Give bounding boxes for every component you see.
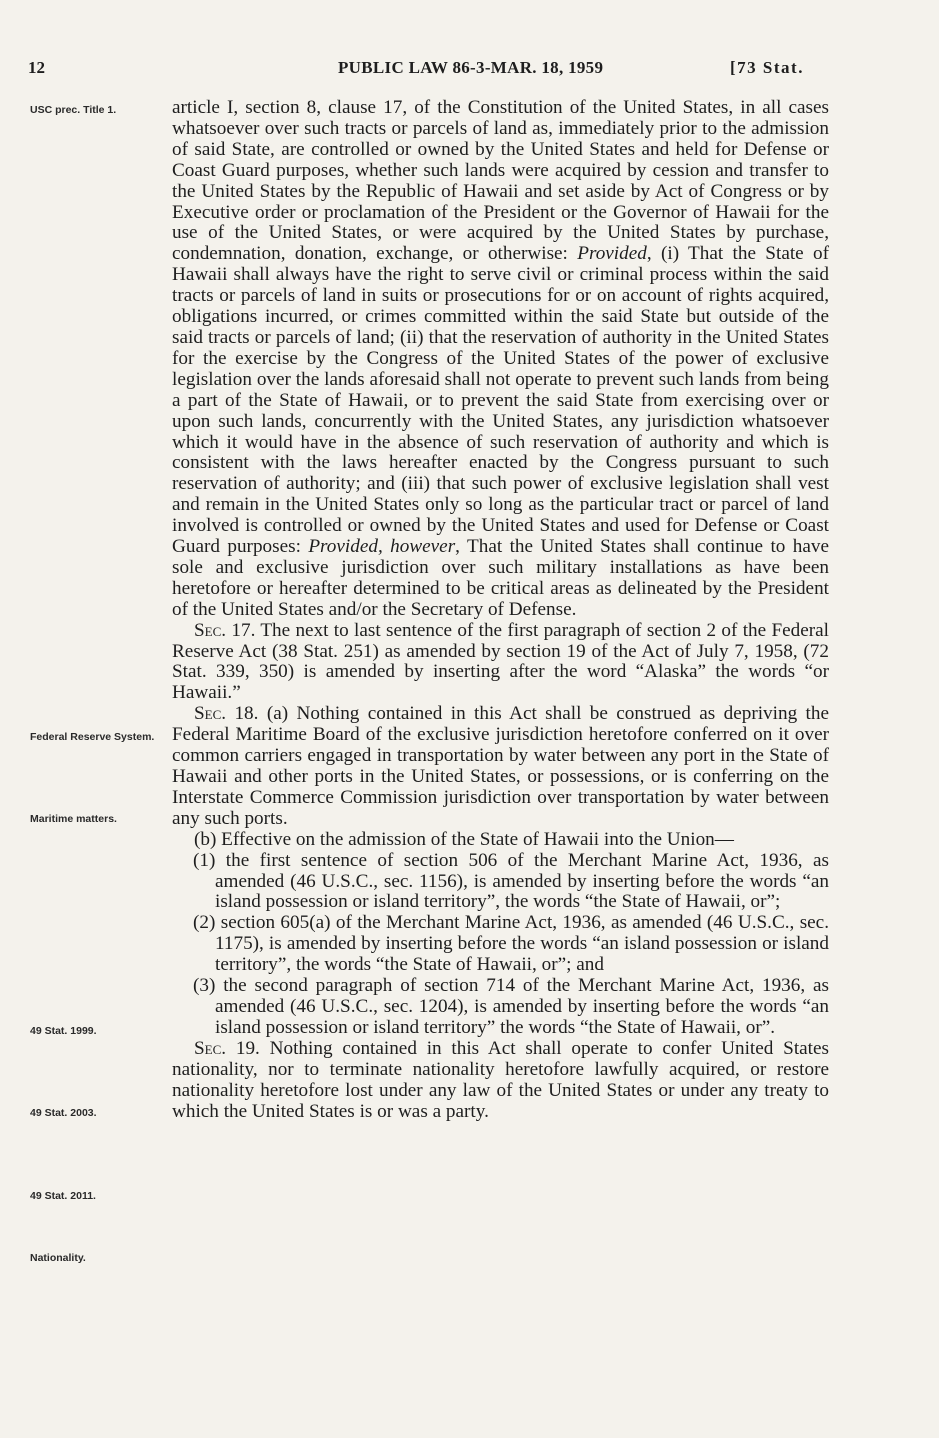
margin-note-federal-reserve: Federal Reserve System. (30, 731, 155, 743)
margin-note-49-stat-2011: 49 Stat. 2011. (30, 1190, 96, 1202)
section-18-b: (b) Effective on the admission of the State of Hawaii into the Union— (194, 828, 734, 850)
section-label: Sec. 17. (194, 619, 256, 641)
page-number: 12 (28, 58, 45, 77)
section-18 (172, 704, 829, 829)
section-17 (172, 621, 829, 705)
section-label: Sec. 19. (194, 1037, 260, 1059)
section-text: The next to last sentence of the first paragraph of section 2 of the Federal Reserve Act (38 Stat. 251) as amended by section 19 of the Act of July 7, 1958, (72 Stat. 339, 350) is amended by inserting after the word “Alaska” the words “or Hawaii.” (172, 619, 829, 704)
margin-note-nationality: Nationality. (30, 1252, 86, 1264)
margin-note-49-stat-1999: 49 Stat. 1999. (30, 1025, 97, 1037)
section-18-b-item-3: (3) the second paragraph of section 714 of the Merchant Marine Act, 1936, as amended (46 U.S.C., sec. 1204), is amended by inserting before the words “an island possession or island territory” the words “the State of Hawaii, or”. (193, 975, 829, 1038)
provided-however-italic: Provided, however (308, 536, 456, 558)
section-text: Nothing contained in this Act shall operate to confer United States nationality, nor to terminate nationality heretofore lawfully acquired, or restore nationality heretofore lost under any law of the United States or under any treaty to which the United States is or was a party. (172, 1037, 829, 1122)
margin-note-maritime: Maritime matters. (30, 813, 117, 825)
section-18-b-item-2: (2) section 605(a) of the Merchant Marine Act, 1936, as amended (46 U.S.C., sec. 1175), is amended by inserting before the words “an island possession or island territory”, the words “the State of Hawaii, or”; and (193, 912, 829, 976)
statute-reference: [73 Stat. (730, 58, 804, 77)
text-run: , (i) That the State of Hawaii shall always have the right to serve civil or criminal process within the said tracts or parcels of land in suits or prosecutions for or on account of rights acquired, obligations incurred, or crimes committed within the said State but outside of the said tracts or parcels of land; (ii) that the reservation of authority in the United States for the exercise by the Congress of the United States of the power of exclusive legislation over the lands aforesaid shall not operate to prevent such lands from being a part of the State of Hawaii, or to prevent the said State from exercising over or upon such lands, concurrently with the United States, any jurisdiction whatsoever which it would have in the absence of such reservation of authority and which is consistent with the laws hereafter enacted by the Congress pursuant to such reservation of authority; and (iii) that such power of exclusive legislation shall vest and remain in the United States only so long as the particular tract or parcel of land involved is controlled or owned by the United States and used for Defense or Coast Guard purposes: (172, 243, 829, 558)
text-run: article I, section 8, clause 17, of the Constitution of the United States, in all cases whatsoever over such tracts or parcels of land as, immediately prior to the admission of said State, are controlled or owned by the United States and held for Defense or Coast Guard purposes, whether such lands were acquired by cession and transfer to the United States by the Republic of Hawaii and set aside by Act of Congress or by Executive order or proclamation of the President or the Governor of Hawaii for the use of the United States, or were acquired by the United States by purchase, condemnation, donation, exchange, or otherwise: (172, 97, 829, 265)
section-label: Sec. 18. (194, 703, 259, 725)
margin-note-49-stat-2003: 49 Stat. 2003. (30, 1107, 97, 1119)
page-header (28, 58, 828, 84)
section-18-b-item-1: (1) the first sentence of section 506 of the Merchant Marine Act, 1936, as amended (46 U.S.C., sec. 1156), is amended by inserting before the words “an island possession or island territory”, the words “the State of Hawaii, or”; (193, 849, 829, 913)
provided-italic: Provided (577, 243, 647, 265)
section-19 (172, 1039, 829, 1123)
margin-note-usc: USC prec. Title 1. (30, 104, 117, 116)
text-run: , That the United States shall continue to have sole and exclusive jurisdiction over such military installations as have been heretofore or hereafter determined to be critical areas as delineated by the President of the United States and/or the Secretary of Defense. (172, 536, 830, 620)
paragraph-article-i (172, 98, 829, 621)
body-text (172, 98, 829, 1122)
running-title: PUBLIC LAW 86-3-MAR. 18, 1959 (338, 58, 604, 77)
section-text: (a) Nothing contained in this Act shall be construed as depriving the Federal Maritime Board of the exclusive jurisdiction heretofore conferred on it over common carriers engaged in transportation by water between any port in the State of Hawaii and other ports in the United States, or possessions, or is conferring on the Interstate Commerce Commission jurisdiction over transportation by water between any such ports. (172, 703, 829, 829)
